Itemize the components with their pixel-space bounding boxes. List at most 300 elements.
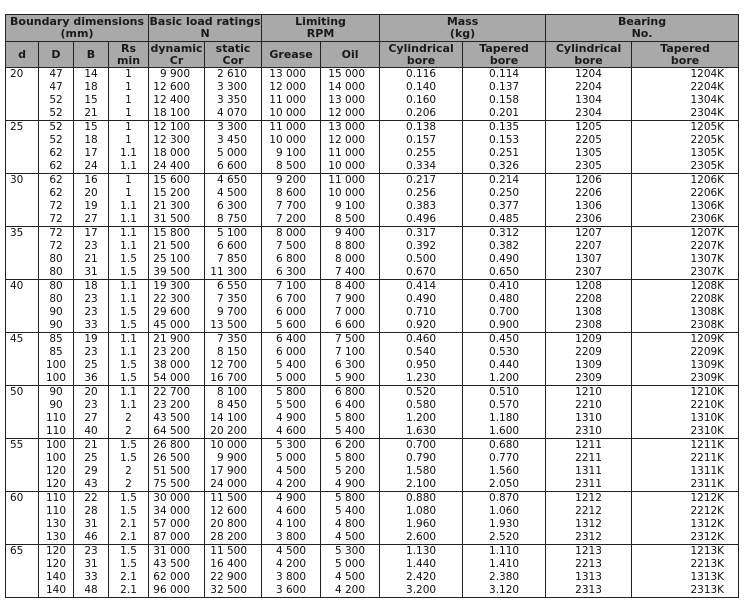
- cell-grease: 5 000: [262, 372, 321, 386]
- cell-B: 20: [74, 187, 109, 200]
- cell-oil: 8 800: [321, 240, 380, 253]
- cell-static: 6 300: [205, 200, 262, 213]
- cell-no-cylindrical: 1307: [546, 253, 632, 266]
- cell-mass-cylindrical: 2.420: [380, 571, 463, 584]
- cell-oil: 8 000: [321, 253, 380, 266]
- table-row: [6, 280, 739, 294]
- cell-d: [6, 505, 39, 518]
- cell-mass-tapered: 0.900: [463, 319, 546, 333]
- cell-no-cylindrical: 1309: [546, 359, 632, 372]
- cell-dynamic: 30 000: [149, 492, 205, 506]
- cell-rs-min: 1.5: [109, 439, 149, 453]
- cell-D: 100: [39, 439, 74, 453]
- table-row: [6, 121, 739, 135]
- cell-static: 32 500: [205, 584, 262, 598]
- cell-grease: 6 700: [262, 293, 321, 306]
- cell-rs-min: 1.1: [109, 240, 149, 253]
- cell-no-cylindrical: 2213: [546, 558, 632, 571]
- cell-dynamic: 51 500: [149, 465, 205, 478]
- cell-mass-tapered: 0.135: [463, 121, 546, 135]
- cell-oil: 5 900: [321, 372, 380, 386]
- cell-d: [6, 306, 39, 319]
- cell-d: [6, 478, 39, 492]
- cell-oil: 5 400: [321, 425, 380, 439]
- cell-d: [6, 518, 39, 531]
- table-row: [6, 266, 739, 280]
- cell-grease: 13 000: [262, 68, 321, 82]
- cell-static: 24 000: [205, 478, 262, 492]
- cell-no-tapered: 1209K: [632, 333, 739, 347]
- cell-D: 47: [39, 81, 74, 94]
- cell-static: 20 800: [205, 518, 262, 531]
- cell-no-tapered: 2204K: [632, 81, 739, 94]
- table-row: [6, 452, 739, 465]
- cell-grease: 7 500: [262, 240, 321, 253]
- cell-B: 15: [74, 94, 109, 107]
- cell-mass-tapered: 0.510: [463, 386, 546, 400]
- cell-no-tapered: 2213K: [632, 558, 739, 571]
- cell-grease: 4 500: [262, 545, 321, 559]
- cell-no-tapered: 2308K: [632, 319, 739, 333]
- cell-dynamic: 21 900: [149, 333, 205, 347]
- table-row: [6, 399, 739, 412]
- table-row: [6, 240, 739, 253]
- cell-D: 62: [39, 174, 74, 188]
- cell-no-cylindrical: 1206: [546, 174, 632, 188]
- cell-rs-min: 1.1: [109, 293, 149, 306]
- cell-mass-cylindrical: 1.960: [380, 518, 463, 531]
- table-row: [6, 505, 739, 518]
- cell-d: [6, 134, 39, 147]
- cell-static: 10 000: [205, 439, 262, 453]
- cell-dynamic: 21 500: [149, 240, 205, 253]
- cell-rs-min: 1.1: [109, 200, 149, 213]
- cell-d: 60: [6, 492, 39, 506]
- cell-no-cylindrical: 2210: [546, 399, 632, 412]
- cell-oil: 4 500: [321, 531, 380, 545]
- cell-mass-cylindrical: 0.880: [380, 492, 463, 506]
- cell-rs-min: 1: [109, 68, 149, 82]
- cell-static: 28 200: [205, 531, 262, 545]
- cell-dynamic: 21 300: [149, 200, 205, 213]
- cell-no-tapered: 2309K: [632, 372, 739, 386]
- cell-mass-cylindrical: 1.080: [380, 505, 463, 518]
- cell-mass-cylindrical: 0.392: [380, 240, 463, 253]
- cell-d: [6, 147, 39, 160]
- cell-B: 25: [74, 359, 109, 372]
- header-mass: Mass (kg): [380, 15, 546, 42]
- cell-mass-cylindrical: 0.255: [380, 147, 463, 160]
- cell-D: 85: [39, 333, 74, 347]
- cell-no-cylindrical: 2313: [546, 584, 632, 598]
- cell-d: 50: [6, 386, 39, 400]
- cell-B: 24: [74, 160, 109, 174]
- cell-dynamic: 26 500: [149, 452, 205, 465]
- cell-mass-cylindrical: 0.496: [380, 213, 463, 227]
- cell-rs-min: 1: [109, 187, 149, 200]
- cell-no-tapered: 1306K: [632, 200, 739, 213]
- cell-oil: 6 200: [321, 439, 380, 453]
- cell-d: [6, 200, 39, 213]
- cell-no-tapered: 1313K: [632, 571, 739, 584]
- cell-grease: 6 300: [262, 266, 321, 280]
- cell-mass-cylindrical: 0.383: [380, 200, 463, 213]
- cell-dynamic: 39 500: [149, 266, 205, 280]
- cell-mass-cylindrical: 0.700: [380, 439, 463, 453]
- cell-D: 110: [39, 492, 74, 506]
- cell-D: 140: [39, 584, 74, 598]
- cell-d: [6, 372, 39, 386]
- cell-mass-cylindrical: 0.790: [380, 452, 463, 465]
- cell-no-cylindrical: 2207: [546, 240, 632, 253]
- cell-dynamic: 29 600: [149, 306, 205, 319]
- cell-mass-tapered: 2.520: [463, 531, 546, 545]
- cell-mass-cylindrical: 0.540: [380, 346, 463, 359]
- cell-no-cylindrical: 1306: [546, 200, 632, 213]
- table-row: [6, 293, 739, 306]
- cell-D: 85: [39, 346, 74, 359]
- cell-B: 23: [74, 306, 109, 319]
- cell-rs-min: 1.1: [109, 333, 149, 347]
- cell-d: [6, 240, 39, 253]
- cell-oil: 7 900: [321, 293, 380, 306]
- cell-no-tapered: 2207K: [632, 240, 739, 253]
- cell-D: 120: [39, 545, 74, 559]
- cell-B: 21: [74, 107, 109, 121]
- cell-D: 140: [39, 571, 74, 584]
- cell-dynamic: 9 900: [149, 68, 205, 82]
- table-row: [6, 465, 739, 478]
- cell-grease: 6 000: [262, 346, 321, 359]
- cell-grease: 4 500: [262, 465, 321, 478]
- cell-grease: 3 600: [262, 584, 321, 598]
- cell-mass-cylindrical: 0.670: [380, 266, 463, 280]
- cell-no-cylindrical: 1308: [546, 306, 632, 319]
- cell-no-cylindrical: 2307: [546, 266, 632, 280]
- cell-no-tapered: 1204K: [632, 68, 739, 82]
- cell-mass-cylindrical: 0.460: [380, 333, 463, 347]
- cell-grease: 4 900: [262, 412, 321, 425]
- cell-grease: 8 600: [262, 187, 321, 200]
- cell-rs-min: 1.5: [109, 253, 149, 266]
- cell-oil: 5 800: [321, 452, 380, 465]
- cell-no-cylindrical: 1311: [546, 465, 632, 478]
- cell-grease: 11 000: [262, 121, 321, 135]
- cell-d: [6, 399, 39, 412]
- cell-grease: 4 200: [262, 558, 321, 571]
- cell-no-cylindrical: 2306: [546, 213, 632, 227]
- table-row: [6, 346, 739, 359]
- cell-no-tapered: 2310K: [632, 425, 739, 439]
- cell-no-cylindrical: 2304: [546, 107, 632, 121]
- cell-oil: 7 500: [321, 333, 380, 347]
- cell-grease: 3 800: [262, 531, 321, 545]
- cell-d: 45: [6, 333, 39, 347]
- cell-mass-tapered: 0.870: [463, 492, 546, 506]
- table-row: [6, 227, 739, 241]
- cell-grease: 3 800: [262, 571, 321, 584]
- col-rs-min: Rs min: [109, 42, 149, 68]
- cell-mass-tapered: 0.490: [463, 253, 546, 266]
- cell-grease: 4 100: [262, 518, 321, 531]
- cell-grease: 9 100: [262, 147, 321, 160]
- cell-oil: 13 000: [321, 121, 380, 135]
- cell-B: 48: [74, 584, 109, 598]
- cell-no-cylindrical: 1204: [546, 68, 632, 82]
- cell-oil: 11 000: [321, 174, 380, 188]
- cell-d: 25: [6, 121, 39, 135]
- cell-D: 72: [39, 227, 74, 241]
- cell-mass-cylindrical: 0.580: [380, 399, 463, 412]
- cell-static: 7 350: [205, 293, 262, 306]
- cell-oil: 4 800: [321, 518, 380, 531]
- cell-no-cylindrical: 1208: [546, 280, 632, 294]
- cell-static: 8 450: [205, 399, 262, 412]
- cell-no-tapered: 2211K: [632, 452, 739, 465]
- cell-D: 62: [39, 160, 74, 174]
- cell-B: 18: [74, 81, 109, 94]
- col-no-tapered: Tapered bore: [632, 42, 739, 68]
- cell-B: 14: [74, 68, 109, 82]
- cell-B: 29: [74, 465, 109, 478]
- cell-rs-min: 2.1: [109, 531, 149, 545]
- cell-no-tapered: 2208K: [632, 293, 739, 306]
- cell-no-tapered: 1205K: [632, 121, 739, 135]
- cell-D: 80: [39, 253, 74, 266]
- cell-mass-cylindrical: 0.140: [380, 81, 463, 94]
- cell-oil: 4 900: [321, 478, 380, 492]
- cell-grease: 7 100: [262, 280, 321, 294]
- cell-no-tapered: 2312K: [632, 531, 739, 545]
- cell-mass-tapered: 1.200: [463, 372, 546, 386]
- table-row: [6, 94, 739, 107]
- cell-D: 80: [39, 293, 74, 306]
- cell-rs-min: 1.5: [109, 545, 149, 559]
- cell-grease: 4 900: [262, 492, 321, 506]
- cell-D: 90: [39, 386, 74, 400]
- cell-static: 22 900: [205, 571, 262, 584]
- cell-rs-min: 1.1: [109, 399, 149, 412]
- cell-static: 5 100: [205, 227, 262, 241]
- cell-no-cylindrical: 1212: [546, 492, 632, 506]
- cell-B: 18: [74, 134, 109, 147]
- cell-D: 80: [39, 266, 74, 280]
- cell-d: [6, 213, 39, 227]
- cell-dynamic: 12 300: [149, 134, 205, 147]
- cell-static: 7 850: [205, 253, 262, 266]
- cell-static: 16 700: [205, 372, 262, 386]
- cell-mass-cylindrical: 0.490: [380, 293, 463, 306]
- cell-dynamic: 23 200: [149, 399, 205, 412]
- cell-D: 72: [39, 240, 74, 253]
- cell-dynamic: 31 500: [149, 213, 205, 227]
- cell-oil: 9 400: [321, 227, 380, 241]
- cell-mass-cylindrical: 2.600: [380, 531, 463, 545]
- cell-oil: 15 000: [321, 68, 380, 82]
- col-D: D: [39, 42, 74, 68]
- cell-d: [6, 160, 39, 174]
- cell-D: 110: [39, 412, 74, 425]
- cell-B: 19: [74, 333, 109, 347]
- cell-oil: 7 100: [321, 346, 380, 359]
- cell-oil: 14 000: [321, 81, 380, 94]
- cell-grease: 6 000: [262, 306, 321, 319]
- cell-rs-min: 1.1: [109, 147, 149, 160]
- cell-oil: 5 800: [321, 412, 380, 425]
- cell-static: 6 600: [205, 240, 262, 253]
- table-row: [6, 359, 739, 372]
- cell-grease: 4 200: [262, 478, 321, 492]
- cell-D: 100: [39, 359, 74, 372]
- cell-static: 3 450: [205, 134, 262, 147]
- col-d: d: [6, 42, 39, 68]
- cell-static: 9 700: [205, 306, 262, 319]
- cell-rs-min: 2.1: [109, 584, 149, 598]
- header-basic-load-ratings: Basic load ratings N: [149, 15, 261, 40]
- cell-static: 17 900: [205, 465, 262, 478]
- cell-d: [6, 465, 39, 478]
- cell-static: 8 150: [205, 346, 262, 359]
- cell-D: 110: [39, 425, 74, 439]
- cell-rs-min: 1: [109, 121, 149, 135]
- cell-grease: 6 400: [262, 333, 321, 347]
- table-row: [6, 147, 739, 160]
- cell-rs-min: 1.1: [109, 386, 149, 400]
- cell-static: 2 610: [205, 68, 262, 82]
- cell-no-cylindrical: 1207: [546, 227, 632, 241]
- cell-no-tapered: 2209K: [632, 346, 739, 359]
- cell-rs-min: 1: [109, 94, 149, 107]
- cell-rs-min: 1.5: [109, 558, 149, 571]
- cell-B: 23: [74, 293, 109, 306]
- table-row: [6, 439, 739, 453]
- cell-D: 120: [39, 558, 74, 571]
- cell-B: 23: [74, 545, 109, 559]
- cell-mass-tapered: 1.410: [463, 558, 546, 571]
- cell-grease: 5 500: [262, 399, 321, 412]
- cell-mass-tapered: 0.382: [463, 240, 546, 253]
- cell-B: 23: [74, 399, 109, 412]
- cell-dynamic: 26 800: [149, 439, 205, 453]
- cell-oil: 5 400: [321, 505, 380, 518]
- cell-no-tapered: 2212K: [632, 505, 739, 518]
- cell-dynamic: 54 000: [149, 372, 205, 386]
- cell-no-tapered: 2210K: [632, 399, 739, 412]
- cell-mass-tapered: 1.600: [463, 425, 546, 439]
- cell-dynamic: 12 400: [149, 94, 205, 107]
- cell-oil: 10 000: [321, 187, 380, 200]
- cell-d: 40: [6, 280, 39, 294]
- cell-d: [6, 346, 39, 359]
- cell-grease: 10 000: [262, 107, 321, 121]
- cell-static: 5 000: [205, 147, 262, 160]
- cell-mass-tapered: 0.770: [463, 452, 546, 465]
- cell-rs-min: 1.1: [109, 160, 149, 174]
- header-limiting-rpm: Limiting RPM: [262, 15, 380, 42]
- cell-oil: 12 000: [321, 107, 380, 121]
- cell-grease: 4 600: [262, 505, 321, 518]
- cell-oil: 10 000: [321, 160, 380, 174]
- cell-d: [6, 293, 39, 306]
- cell-mass-cylindrical: 0.116: [380, 68, 463, 82]
- table-row: [6, 571, 739, 584]
- cell-grease: 8 500: [262, 160, 321, 174]
- table-row: [6, 134, 739, 147]
- cell-rs-min: 1.1: [109, 346, 149, 359]
- cell-dynamic: 31 000: [149, 545, 205, 559]
- cell-mass-cylindrical: 2.100: [380, 478, 463, 492]
- cell-no-cylindrical: 2209: [546, 346, 632, 359]
- header-bearing-no: Bearing No.: [546, 15, 739, 42]
- cell-no-cylindrical: 1213: [546, 545, 632, 559]
- cell-rs-min: 2.1: [109, 571, 149, 584]
- cell-D: 90: [39, 319, 74, 333]
- cell-mass-tapered: 0.214: [463, 174, 546, 188]
- cell-D: 130: [39, 531, 74, 545]
- table-row: [6, 319, 739, 333]
- cell-no-tapered: 2305K: [632, 160, 739, 174]
- col-mass-tapered: Tapered bore: [463, 42, 546, 68]
- cell-mass-tapered: 0.410: [463, 280, 546, 294]
- cell-no-tapered: 2307K: [632, 266, 739, 280]
- cell-static: 4 500: [205, 187, 262, 200]
- cell-mass-cylindrical: 0.317: [380, 227, 463, 241]
- cell-no-cylindrical: 1310: [546, 412, 632, 425]
- cell-rs-min: 1.5: [109, 452, 149, 465]
- cell-dynamic: 24 400: [149, 160, 205, 174]
- table-row: [6, 584, 739, 598]
- cell-mass-cylindrical: 0.920: [380, 319, 463, 333]
- cell-B: 18: [74, 280, 109, 294]
- cell-d: [6, 584, 39, 598]
- cell-mass-cylindrical: 1.440: [380, 558, 463, 571]
- cell-mass-tapered: 0.114: [463, 68, 546, 82]
- cell-oil: 6 400: [321, 399, 380, 412]
- cell-D: 130: [39, 518, 74, 531]
- cell-static: 12 700: [205, 359, 262, 372]
- cell-d: [6, 531, 39, 545]
- cell-D: 52: [39, 94, 74, 107]
- cell-d: 30: [6, 174, 39, 188]
- cell-no-cylindrical: 2312: [546, 531, 632, 545]
- cell-mass-tapered: 1.180: [463, 412, 546, 425]
- cell-d: [6, 81, 39, 94]
- cell-B: 31: [74, 266, 109, 280]
- cell-d: 65: [6, 545, 39, 559]
- cell-D: 52: [39, 121, 74, 135]
- cell-B: 17: [74, 147, 109, 160]
- cell-mass-cylindrical: 0.500: [380, 253, 463, 266]
- cell-grease: 5 800: [262, 386, 321, 400]
- cell-mass-cylindrical: 0.520: [380, 386, 463, 400]
- cell-B: 25: [74, 452, 109, 465]
- cell-B: 36: [74, 372, 109, 386]
- cell-d: 35: [6, 227, 39, 241]
- cell-dynamic: 43 500: [149, 558, 205, 571]
- cell-dynamic: 12 600: [149, 81, 205, 94]
- cell-grease: 8 000: [262, 227, 321, 241]
- cell-mass-cylindrical: 0.710: [380, 306, 463, 319]
- col-B: B: [74, 42, 109, 68]
- cell-no-tapered: 2313K: [632, 584, 739, 598]
- cell-no-tapered: 1312K: [632, 518, 739, 531]
- cell-mass-tapered: 0.700: [463, 306, 546, 319]
- cell-static: 6 550: [205, 280, 262, 294]
- cell-mass-cylindrical: 1.230: [380, 372, 463, 386]
- cell-no-cylindrical: 1305: [546, 147, 632, 160]
- cell-rs-min: 2: [109, 478, 149, 492]
- col-mass-cylindrical: Cylindrical bore: [380, 42, 463, 68]
